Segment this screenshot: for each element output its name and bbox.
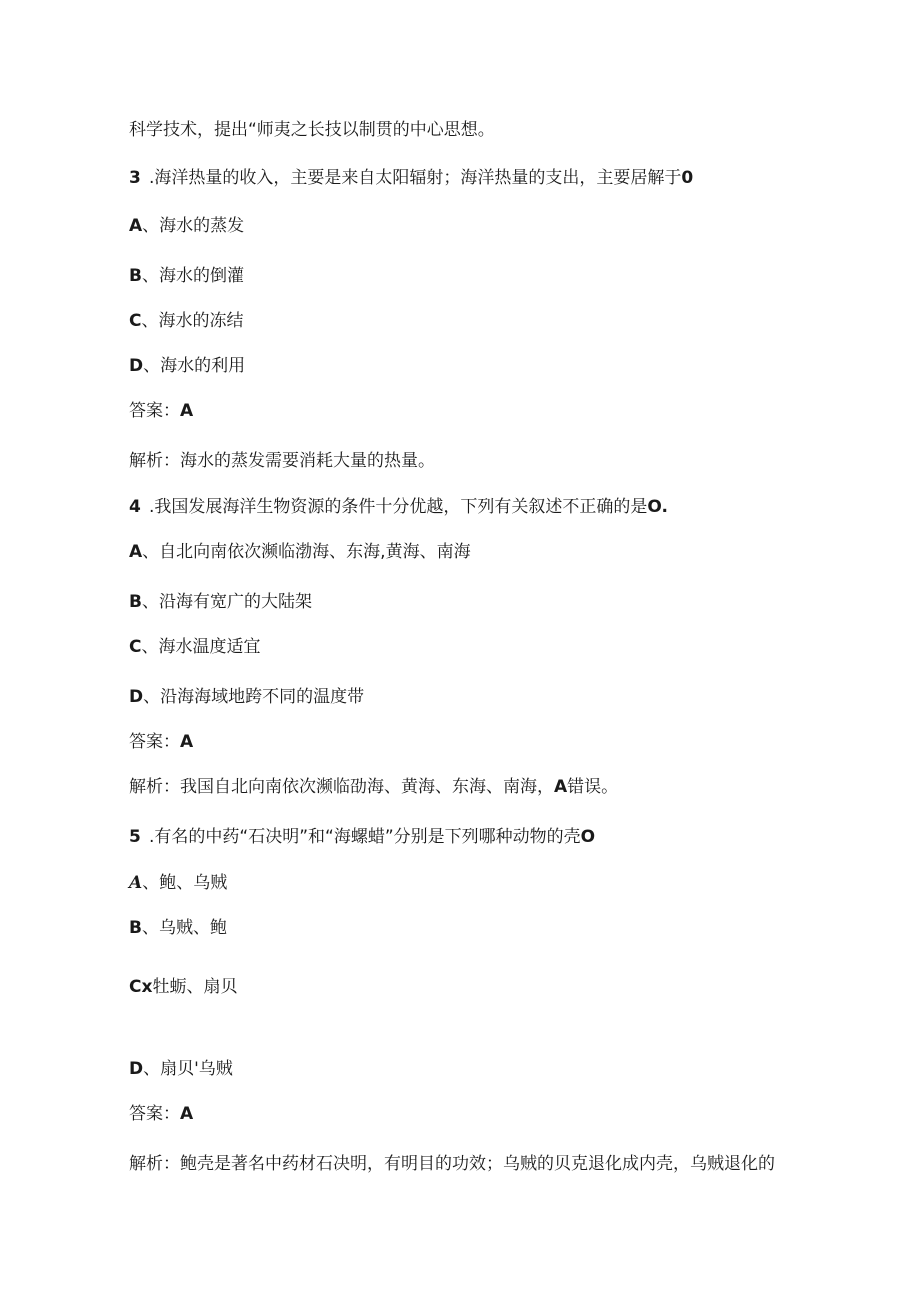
- intro-text: 科学技术，提出“师夷之长技以制贯的中心思想。: [129, 120, 495, 140]
- option-text: 、海水的冻结: [141, 311, 244, 331]
- option-text: 、海水温度适宜: [141, 637, 261, 657]
- question-number: 5: [129, 827, 141, 847]
- analysis-line: [129, 776, 618, 798]
- option-letter: B: [129, 266, 142, 286]
- option-a: [129, 872, 227, 894]
- option-a: [129, 215, 244, 237]
- answer-label: 答案：: [129, 732, 180, 752]
- option-d: [129, 355, 245, 377]
- question-number: 3: [129, 168, 141, 188]
- option-a: [129, 541, 471, 563]
- answer-line: [129, 1103, 193, 1125]
- option-c: [129, 976, 237, 998]
- answer-line: [129, 400, 193, 422]
- question-5: [129, 826, 595, 848]
- answer-line: [129, 731, 193, 753]
- option-text: 牡蛎、扇贝: [152, 977, 238, 997]
- question-tail: O: [580, 827, 596, 847]
- question-number: 4: [129, 497, 141, 517]
- option-text: 、海水的利用: [143, 356, 246, 376]
- option-d: [129, 1058, 233, 1080]
- option-text: 、自北向南依次濒临渤海、东海,黄海、南海: [142, 542, 471, 562]
- answer-value: A: [180, 1104, 194, 1124]
- answer-value: A: [180, 401, 194, 421]
- option-text: 、沿海有宽广的大陆架: [141, 592, 312, 612]
- question-4: [129, 496, 668, 518]
- option-letter: Cx: [129, 977, 153, 997]
- analysis-line: [129, 1153, 775, 1175]
- analysis-text: 解析：海水的蒸发需要消耗大量的热量。: [129, 451, 435, 471]
- analysis-text: 解析：我国自北向南依次濒临劭海、黄海、东海、南海，: [129, 777, 554, 797]
- question-text: .我国发展海洋生物资源的条件十分优越，下列有关叙述不正确的是: [149, 497, 648, 517]
- option-text: 、乌贼、鲍: [141, 918, 227, 938]
- option-letter: C: [129, 311, 142, 331]
- analysis-line: [129, 450, 435, 472]
- question-tail: 0: [681, 168, 694, 188]
- answer-value: A: [180, 732, 194, 752]
- question-tail: O.: [647, 497, 668, 517]
- option-text: 、沿海海域地跨不同的温度带: [143, 687, 365, 707]
- option-letter: A: [129, 873, 143, 893]
- intro-line: [129, 119, 495, 141]
- option-letter: C: [129, 637, 142, 657]
- analysis-letter: A: [554, 777, 568, 797]
- option-b: [129, 917, 227, 939]
- option-letter: A: [129, 216, 143, 236]
- answer-label: 答案：: [129, 1104, 180, 1124]
- option-letter: B: [129, 918, 142, 938]
- option-text: 、海水的蒸发: [142, 216, 245, 236]
- question-3: [129, 167, 693, 189]
- option-c: [129, 310, 243, 332]
- option-c: [129, 636, 260, 658]
- option-letter: D: [129, 687, 144, 707]
- answer-label: 答案：: [129, 401, 180, 421]
- option-d: [129, 686, 364, 708]
- option-letter: D: [129, 356, 144, 376]
- option-text: 、扇贝'乌贼: [143, 1059, 233, 1079]
- option-letter: A: [129, 542, 143, 562]
- option-letter: D: [129, 1059, 144, 1079]
- option-text: 、鲍、乌贼: [142, 873, 228, 893]
- analysis-text: 解析：鲍壳是著名中药材石决明，有明目的功效；乌贼的贝克退化成内壳，乌贼退化的: [129, 1154, 775, 1174]
- option-b: [129, 591, 312, 613]
- option-text: 、海水的倒灌: [141, 266, 244, 286]
- question-text: .有名的中药“石决明”和“海螺蜡”分别是下列哪种动物的壳: [149, 827, 581, 847]
- option-letter: B: [129, 592, 142, 612]
- option-b: [129, 265, 244, 287]
- analysis-text-end: 错误。: [567, 777, 619, 797]
- question-text: .海洋热量的收入，主要是来自太阳辐射；海洋热量的支出，主要居解于: [149, 168, 682, 188]
